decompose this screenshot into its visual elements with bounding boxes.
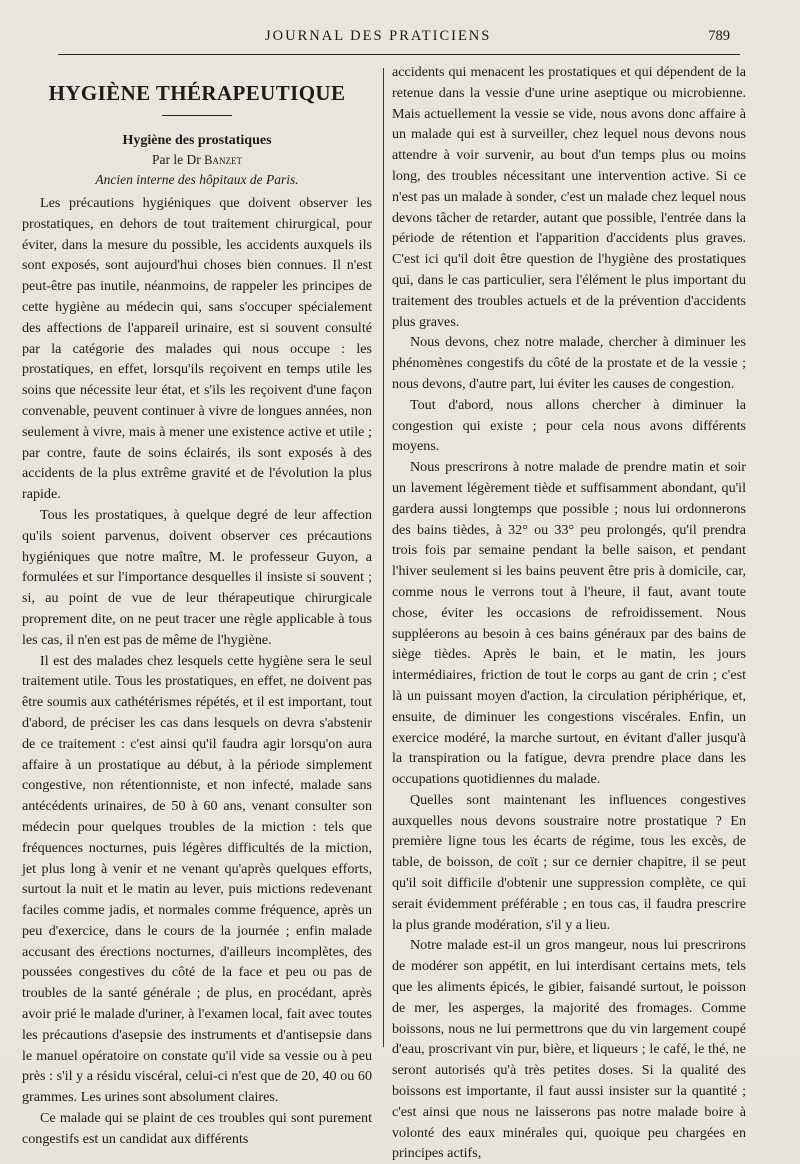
- section-title-rule: [162, 115, 232, 116]
- left-column: [22, 62, 372, 1150]
- header-rule: [58, 54, 740, 55]
- author-name: Banzet: [204, 153, 242, 167]
- paragraph: Quelles sont maintenant les influences congestives auxquelles nous devons soustraire notre prostatique ? En première ligne tous les écarts de régime, tous les excès, de table, de boisson, de coït ; sur ce dernier chapitre, il se peut qu'il soit difficile d'obtenir une suppression complète, ce qui serait évidemment préférable ; en tous cas, il faudra prescrire la plus grande modération, s'il y a lieu.: [392, 791, 746, 933]
- column-divider: [383, 68, 384, 1047]
- article-byline: [22, 150, 372, 170]
- running-head: [60, 24, 740, 48]
- paragraph-continued: accidents qui menacent les prostatiques et qui dépendent de la retenue dans la vessie d'une urine aseptique ou microbienne. Mais actuellement la vessie se vide, nous avons donc affaire à un malade qui est à surveiller, chez lequel nous devons nous attendre à voir survenir, au bout d'un temps plus ou moins long, des troubles nécessitant une intervention active. Si ce n'est pas un malade à sonder, c'est un malade chez lequel nous devons tâcher de retarder, autant que possible, l'entrée dans la période de rétention et l'apparition d'accidents plus graves. C'est ici qu'il doit être question de l'hygiène des prostatiques qui, dans le cas particulier, sera l'élément le plus important du traitement des troubles actuels et de la prévention d'accidents plus graves.: [392, 64, 746, 330]
- paragraph: Nous devons, chez notre malade, chercher à diminuer les phénomènes congestifs du côté de la prostate et de la vessie ; nous devons, d'autre part, lui éviter les causes de congestion.: [392, 334, 746, 392]
- right-column: [392, 62, 746, 1164]
- paragraph: Nous prescrirons à notre malade de prendre matin et soir un lavement légèrement tiède et suffisamment abondant, qu'il gardera aussi longtemps que possible ; nous lui ordonnerons des bains tièdes, à 32° ou 33° peu prolongés, qu'il prendra trois fois par semaine pendant la belle saison, et pendant l'hiver seulement si les bains peuvent être pris à domicile, car, comme nous le verrons tout à l'heure, il faut, avant toute chose, éviter les occasions de refroidissement. Nous suppléerons au besoin à ces bains généraux par des bains de siège tièdes. Après le bain, et le matin, les jours intermédiaires, friction de tout le corps au gant de crin ; c'est là un puissant moyen d'action, la circulation périphérique, et, ensuite, de diminuer les congestions viscérales. Enfin, un exercice modéré, la marche surtout, en évitant d'aller jusqu'à la transpiration ou la fatigue, devra prendre place dans les occupations quotidiennes du malade.: [392, 459, 746, 788]
- paragraph: Notre malade est-il un gros mangeur, nous lui prescrirons de modérer son appétit, en lui interdisant certains mets, tels que les aliments épicés, le gibier, faisandé surtout, le poisson de mer, les asperges, la majorité des fromages. Comme boissons, nous ne lui permettrons que du vin largement coupé d'eau, proscrivant vin pur, bière, et liqueurs ; le café, le thé, ne seront autorisés qu'à très petites doses. Si la qualité des boissons est importante, il faut aussi insister sur la quantité ; c'est ainsi que nous ne laisserons pas notre malade boire à volonté des eaux minérales qui, quoique peu chargées en principes actifs,: [392, 937, 746, 1162]
- paragraph: Il est des malades chez lesquels cette hygiène sera le seul traitement utile. Tous les prostatiques, en effet, ne doivent pas être soumis aux cathétérismes répétés, et il est important, tout d'abord, de préciser les cas dans lesquels on devra s'abstenir de ce traitement : c'est ainsi qu'il faudra agir lorsqu'on aura affaire à un prostatique au début, à la période simplement congestive, non rétentionniste, et non infecté, malade sans antécédents urinaires, de 50 à 60 ans, venant consulter son médecin pour quelques troubles de la miction : tels que fréquences nocturnes, puis légères difficultés de la miction, jet plus long à venir et ne venant qu'après quelques efforts, surtout la nuit et le matin au lever, puis mictions redevenant faciles comme jadis, et normales comme fréquence, après un peu d'exercice, dans le cours de la journée ; enfin malade accusant des érections nocturnes, d'ailleurs incomplètes, des poussées congestives du côté de la face et peu ou pas de troubles de la santé générale ; de plus, en procédant, après avoir prié le malade d'uriner, à l'examen local, fait avec toutes les précautions d'asepsie des instruments et d'antisepsie dans le manuel opératoire on constate qu'il vide sa vessie ou à peu près : s'il y a résidu viscéral, celui-ci n'est que de 20, 40 ou 60 grammes. Les urines sont absolument claires.: [22, 652, 372, 1106]
- paragraph: Ce malade qui se plaint de ces troubles qui sont purement congestifs est un candidat aux différents: [22, 1110, 372, 1147]
- paragraph: Tout d'abord, nous allons chercher à diminuer la congestion qui existe ; pour cela nous avons différents moyens.: [392, 396, 746, 455]
- page-number: 789: [708, 28, 730, 44]
- author-affiliation: Ancien interne des hôpitaux de Paris.: [95, 172, 299, 187]
- byline-prefix: Par le Dr: [152, 152, 205, 167]
- paragraph: Tous les prostatiques, à quelque degré de leur affection qu'ils soient parvenus, doivent observer ces précautions hygiéniques que notre maître, M. le professeur Guyon, a formulées et sur l'importance desquelles il insiste si souvent ; si, au point de vue de leur thérapeutique chirurgicale proprement dite, on ne peut tracer une règle applicable à tous les cas, il n'en est pas de même de l'hygiène.: [22, 506, 372, 648]
- paragraph: Les précautions hygiéniques que doivent observer les prostatiques, en dehors de tout traitement chirurgical, pour éviter, dans la mesure du possible, les accidents auxquels ils sont exposés, sont aujourd'hui choses bien connues. Il n'est peut-être pas inutile, néanmoins, de rappeler les principes de cette hygiène au médecin qui, sans s'occuper spécialement des affections de l'appareil urinaire, est si souvent consulté par la catégorie des malades qui nous occupe : les prostatiques, en effet, lorsqu'ils reçoivent en temps utile les soins que nécessite leur état, et s'ils les reçoivent d'une façon convenable, peuvent continuer à vivre de longues années, non seulement à vivre, mais à mener une existence active et utile ; par contre, faute de soins éclairés, ils sont exposés à des accidents de la plus extrême gravité et de l'évolution la plus rapide.: [22, 195, 372, 503]
- running-title: JOURNAL DES PRATICIENS: [265, 28, 492, 44]
- section-title: HYGIÈNE THÉRAPEUTIQUE: [48, 81, 346, 105]
- article-title: Hygiène des prostatiques: [122, 133, 272, 148]
